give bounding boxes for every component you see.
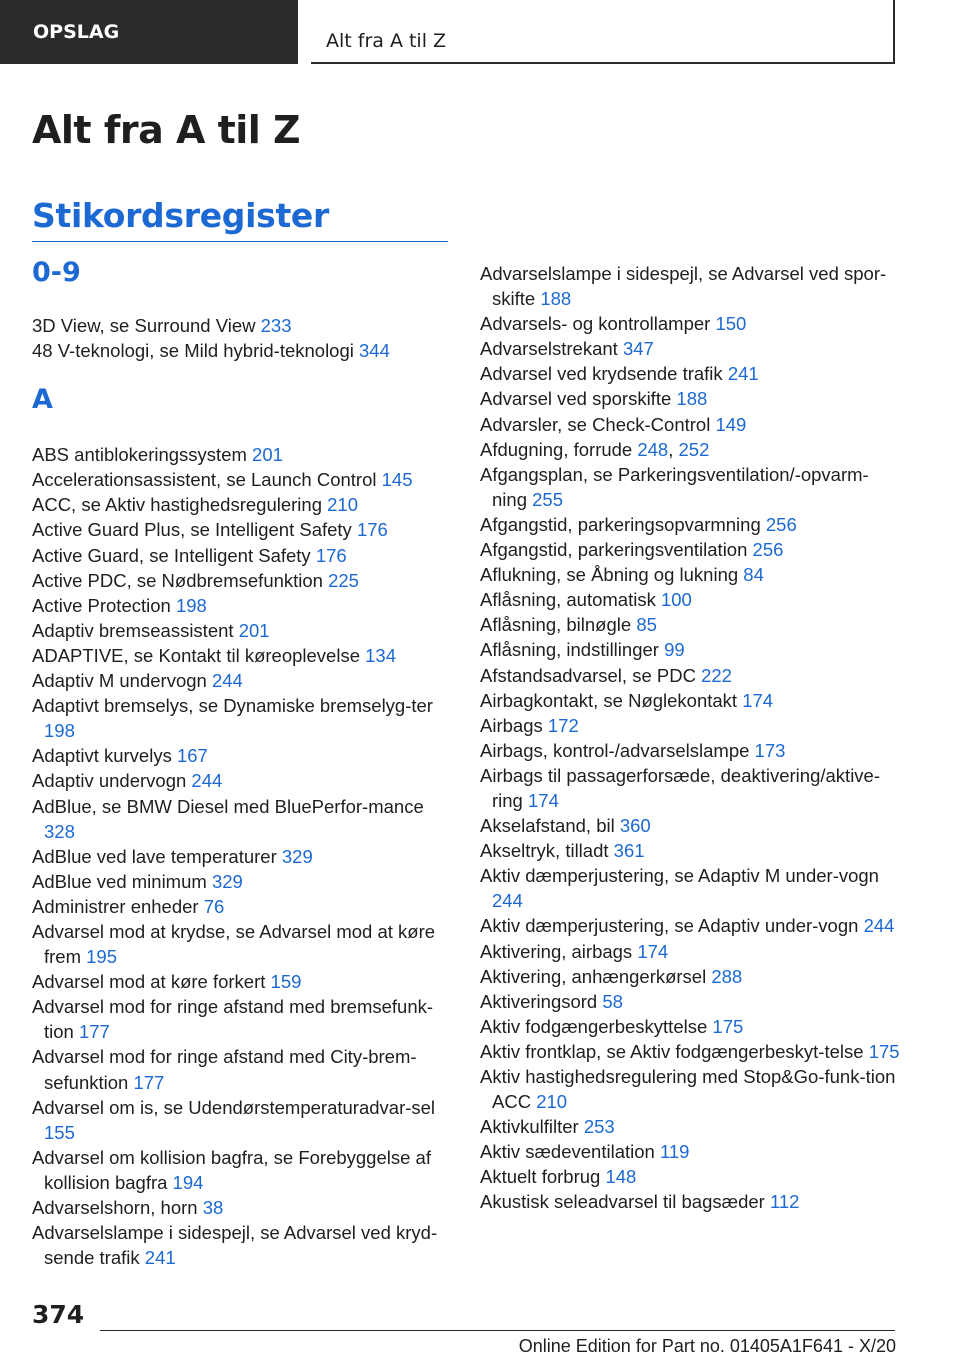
page-reference-link[interactable]: 252 (678, 438, 710, 460)
page-reference-link[interactable]: 256 (752, 539, 784, 561)
page-reference-link[interactable]: 256 (765, 513, 797, 535)
page-reference-link[interactable]: 174 (637, 940, 669, 962)
page-reference-link[interactable]: 149 (715, 413, 747, 435)
index-entry (480, 311, 900, 336)
index-entry (32, 768, 452, 793)
header-chapter-label: Alt fra A til Z (326, 30, 447, 52)
page-reference-link[interactable]: 244 (211, 670, 243, 692)
header-chapter-tab[interactable] (311, 0, 895, 64)
index-entry-text: Akselafstand, bil (480, 815, 615, 837)
index-entry-text: Aktivering, anhængerkørsel (480, 965, 707, 987)
page-reference-link[interactable]: 244 (191, 770, 223, 792)
page-reference-link[interactable]: 347 (622, 338, 654, 360)
index-entry-text: Adaptiv undervogn (32, 770, 187, 792)
index-list-a-continued (480, 261, 900, 1215)
index-entry (480, 939, 900, 964)
index-entry-text: Akseltryk, tilladt (480, 840, 609, 862)
index-entry-text: Advarsel mod at køre forkert (32, 971, 266, 993)
index-entry-text: AdBlue ved lave temperaturer (32, 845, 277, 867)
index-entry-text: ACC, se Aktiv hastighedsregulering (32, 494, 322, 516)
page-reference-link[interactable]: 173 (754, 739, 786, 761)
page-reference-link[interactable]: 225 (328, 569, 359, 591)
header-section-label: OPSLAG (33, 21, 120, 43)
section-heading-digits: 0-9 (32, 257, 81, 288)
index-entry (480, 913, 900, 938)
index-entry (480, 688, 900, 713)
index-entry-text: Accelerationsassistent, se Launch Control (32, 469, 377, 491)
index-entry (32, 593, 452, 618)
index-entry-text: AdBlue, se BMW Diesel med BluePerfor-mance (32, 795, 424, 817)
page-reference-link[interactable]: 198 (175, 594, 207, 616)
index-entry-text: Aflåsning, indstillinger (480, 639, 659, 661)
index-entry (480, 386, 900, 411)
index-entry (480, 1114, 900, 1139)
index-entry (32, 919, 452, 969)
page-reference-link[interactable]: 255 (532, 488, 563, 510)
index-entry (480, 738, 900, 763)
index-entry-text: Aflåsning, bilnøgle (480, 614, 632, 636)
index-entry-text: Akustisk seleadvarsel til bagsæder (480, 1191, 765, 1213)
index-entry-text: Afgangsplan, se Parkeringsventilation/-opvarm-ning (480, 463, 869, 510)
page-reference-link[interactable]: 344 (359, 340, 390, 362)
page-reference-link[interactable]: 145 (381, 469, 413, 491)
index-entry (480, 587, 900, 612)
index-entry-text: Aktiv sædeventilation (480, 1141, 655, 1163)
page-reference-link[interactable]: 174 (528, 789, 559, 811)
index-entry (32, 492, 452, 517)
page-reference-link[interactable]: 288 (711, 965, 743, 987)
index-entry (32, 313, 452, 338)
page-reference-link[interactable]: 176 (315, 544, 347, 566)
index-entry-text: Afgangstid, parkeringsventilation (480, 539, 748, 561)
index-entry (480, 361, 900, 386)
index-entry-text: Aktiv dæmperjustering, se Adaptiv M under-vogn (480, 865, 879, 887)
page-reference-link[interactable]: 328 (44, 820, 75, 842)
page-reference-link[interactable]: 244 (492, 890, 523, 912)
index-entry-text: Airbags til passagerforsæde, deaktivering/aktive-ring (480, 764, 880, 811)
index-entry-text: ABS antiblokeringssystem (32, 444, 247, 466)
index-entry (32, 894, 452, 919)
index-list-a (32, 442, 452, 1270)
index-entry (32, 969, 452, 994)
index-entry-text: Airbags (480, 714, 543, 736)
index-column-left (32, 256, 452, 1270)
index-entry (480, 537, 900, 562)
index-entry-text: Aktiv dæmperjustering, se Adaptiv under-vogn (480, 915, 859, 937)
index-entry-text: Aktuelt forbrug (480, 1166, 601, 1188)
index-entry (480, 713, 900, 738)
page-reference-link[interactable]: 176 (356, 519, 388, 541)
index-entry (480, 637, 900, 662)
index-entry-text: Advarsel mod for ringe afstand med City-brem-sefunktion (32, 1046, 417, 1093)
page-reference-link[interactable]: 119 (659, 1141, 690, 1163)
index-entry (32, 844, 452, 869)
page-reference-link[interactable]: 134 (365, 644, 397, 666)
index-entry (480, 336, 900, 361)
page-reference-link[interactable]: 76 (203, 895, 225, 917)
index-entry: Afdugning, forrude 248, 252 (480, 438, 710, 460)
index-entry-text: Advarsel mod for ringe afstand med bremsefunk-tion (32, 996, 434, 1043)
index-entry-text: Advarsel om is, se Udendørstemperaturadvar-sel (32, 1096, 436, 1118)
page-reference-link[interactable]: 150 (715, 313, 747, 335)
page-reference-link[interactable]: 112 (769, 1191, 800, 1213)
page-reference-link[interactable]: 329 (281, 845, 313, 867)
index-entry-text: Active PDC, se Nødbremsefunktion (32, 569, 323, 591)
page-reference-link[interactable]: 198 (44, 720, 75, 742)
index-column-right (480, 261, 900, 1215)
index-entry-text: Afstandsadvarsel, se PDC (480, 664, 696, 686)
index-entry (32, 467, 452, 492)
page-reference-link[interactable]: 100 (660, 589, 692, 611)
page-reference-link[interactable]: 174 (742, 689, 774, 711)
index-entry-text: 3D View, se Surround View (32, 315, 256, 336)
page-reference-link[interactable]: 222 (701, 664, 732, 686)
index-entry-text: Advarselstrekant (480, 338, 618, 360)
page-reference-link[interactable]: 188 (676, 388, 708, 410)
index-entry-text: Aktiveringsord (480, 990, 598, 1012)
index-entry-text: Aktiv fodgængerbeskyttelse (480, 1015, 708, 1037)
index-entry (32, 643, 452, 668)
index-entry (32, 794, 452, 844)
index-entry-text: Aktivkulfilter (480, 1116, 579, 1138)
index-entry-text: Active Guard Plus, se Intelligent Safety (32, 519, 352, 541)
page-reference-link[interactable]: 188 (540, 288, 572, 310)
page-reference-link[interactable]: 233 (260, 315, 292, 336)
footer-edition: Online Edition for Part no. 01405A1F641 - X/20 (518, 1336, 896, 1356)
index-entry (32, 442, 452, 467)
index-entry (480, 1189, 900, 1214)
index-entry-text: Adaptivt kurvelys (32, 745, 172, 767)
page-reference-link[interactable]: 361 (613, 840, 645, 862)
page-reference-link[interactable]: 175 (868, 1040, 900, 1062)
index-entry (32, 568, 452, 593)
page-reference-link[interactable]: 248 (637, 438, 669, 460)
page-reference-link[interactable]: 85 (636, 614, 657, 636)
index-entry-text: Advarselslampe i sidespejl, se Advarsel ved spor-skifte (480, 263, 887, 310)
index-entry (480, 1164, 900, 1189)
index-entry-text: AdBlue ved minimum (32, 870, 207, 892)
index-entry-text: Aflåsning, automatisk (480, 589, 656, 611)
index-entry-text: Active Protection (32, 594, 171, 616)
index-entry (480, 512, 900, 537)
index-entry-text: Afdugning, forrude (480, 438, 633, 460)
index-entry (480, 1064, 900, 1114)
index-entry-text: Aktivering, airbags (480, 940, 633, 962)
page-reference-link[interactable]: 360 (619, 815, 651, 837)
page-reference-link[interactable]: 172 (547, 714, 579, 736)
page-reference-link[interactable]: 241 (727, 363, 759, 385)
index-entry (32, 1220, 452, 1270)
index-entry-text: Adaptivt bremselys, se Dynamiske bremselyg-ter (32, 695, 433, 717)
index-entry-text: Advarsel ved sporskifte (480, 388, 672, 410)
index-entry (480, 863, 900, 913)
page-reference-link[interactable]: 99 (664, 639, 685, 661)
page-reference-link[interactable]: 194 (172, 1171, 204, 1193)
index-entry (32, 668, 452, 693)
index-entry-text: Administrer enheder (32, 895, 199, 917)
index-entry-text: Active Guard, se Intelligent Safety (32, 544, 311, 566)
footer-divider (100, 1330, 895, 1331)
index-entry (32, 517, 452, 542)
index-entry (32, 693, 452, 743)
index-entry (32, 869, 452, 894)
index-entry-text: Adaptiv bremseassistent (32, 619, 234, 641)
index-entry-text: ADAPTIVE, se Kontakt til køreoplevelse (32, 644, 360, 666)
index-entry (32, 1095, 452, 1145)
index-entry (480, 261, 900, 311)
page-reference-link[interactable]: 159 (270, 971, 302, 993)
index-entry (480, 1039, 900, 1064)
index-entry (480, 663, 900, 688)
index-entry (480, 1014, 900, 1039)
index-entry (480, 763, 900, 813)
index-entry (480, 989, 900, 1014)
page-number: 374 (32, 1300, 85, 1329)
page-reference-link[interactable]: 195 (86, 946, 118, 968)
page-reference-link[interactable]: 210 (327, 494, 358, 516)
page-reference-link[interactable]: 38 (202, 1197, 224, 1218)
index-entry (32, 994, 452, 1044)
page-reference-link[interactable]: 329 (211, 870, 243, 892)
page-reference-link[interactable]: 210 (536, 1091, 568, 1113)
page-reference-link[interactable]: 177 (78, 1021, 110, 1043)
index-entry-text: Adaptiv M undervogn (32, 670, 207, 692)
index-entry-text: Aktiv frontklap, se Aktiv fodgængerbeskyt-telse (480, 1040, 864, 1062)
index-entry (480, 813, 900, 838)
page-reference-link[interactable]: 58 (602, 990, 623, 1012)
index-entry (32, 618, 452, 643)
index-entry (480, 1139, 900, 1164)
page-reference-link[interactable]: 201 (252, 444, 283, 466)
page-reference-link[interactable]: 148 (605, 1166, 637, 1188)
index-entry (32, 338, 452, 363)
page-reference-link[interactable]: 177 (133, 1071, 165, 1093)
index-entry-text: Advarsel mod at krydse, se Advarsel mod at køre frem (32, 920, 436, 968)
index-entry-text: Afgangstid, parkeringsopvarmning (480, 513, 761, 535)
page-reference-link[interactable]: 84 (743, 564, 764, 586)
index-entry (480, 964, 900, 989)
index-entry (480, 562, 900, 587)
index-entry-text: Aflukning, se Åbning og lukning (480, 564, 739, 586)
page-reference-link[interactable]: 244 (863, 915, 895, 937)
page-reference-link[interactable]: 253 (583, 1116, 615, 1138)
page-reference-link[interactable]: 155 (44, 1121, 75, 1143)
index-entry-text: Aktiv hastighedsregulering med Stop&Go-funk-tion ACC (480, 1066, 896, 1113)
index-list-digits (32, 313, 452, 363)
index-entry-text: Advarsels- og kontrollamper (480, 313, 711, 335)
index-entry-text: Airbagkontakt, se Nøglekontakt (480, 689, 738, 711)
index-entry (32, 543, 452, 568)
index-entry (480, 412, 900, 437)
page-subtitle: Stikordsregister (32, 196, 448, 242)
index-entry (32, 1195, 452, 1220)
page-reference-link[interactable]: 167 (176, 745, 208, 767)
index-entry-text: Advarselslampe i sidespejl, se Advarsel ved kryd-sende trafik (32, 1222, 438, 1269)
page-reference-link[interactable]: 201 (238, 619, 270, 641)
page-reference-link[interactable]: 175 (712, 1015, 744, 1037)
index-entry (480, 612, 900, 637)
section-heading-a: A (32, 384, 53, 416)
page-title: Alt fra A til Z (32, 108, 301, 152)
index-entry-text: 48 V-teknologi, se Mild hybrid-teknologi (32, 340, 354, 362)
index-entry (32, 1145, 452, 1195)
page-reference-link[interactable]: 241 (144, 1247, 176, 1269)
index-entry-text: Advarsel ved krydsende trafik (480, 363, 723, 385)
index-entry-text: Advarselshorn, horn (32, 1197, 198, 1218)
index-entry (480, 462, 900, 512)
index-entry-text: Advarsler, se Check-Control (480, 413, 711, 435)
header-section-tab[interactable] (0, 0, 298, 64)
index-entry (32, 1044, 452, 1094)
index-entry (480, 838, 900, 863)
index-entry (32, 743, 452, 768)
index-entry-text: Advarsel om kollision bagfra, se Forebyggelse af kollision bagfra (32, 1146, 431, 1193)
index-entry-text: Airbags, kontrol-/advarselslampe (480, 739, 750, 761)
